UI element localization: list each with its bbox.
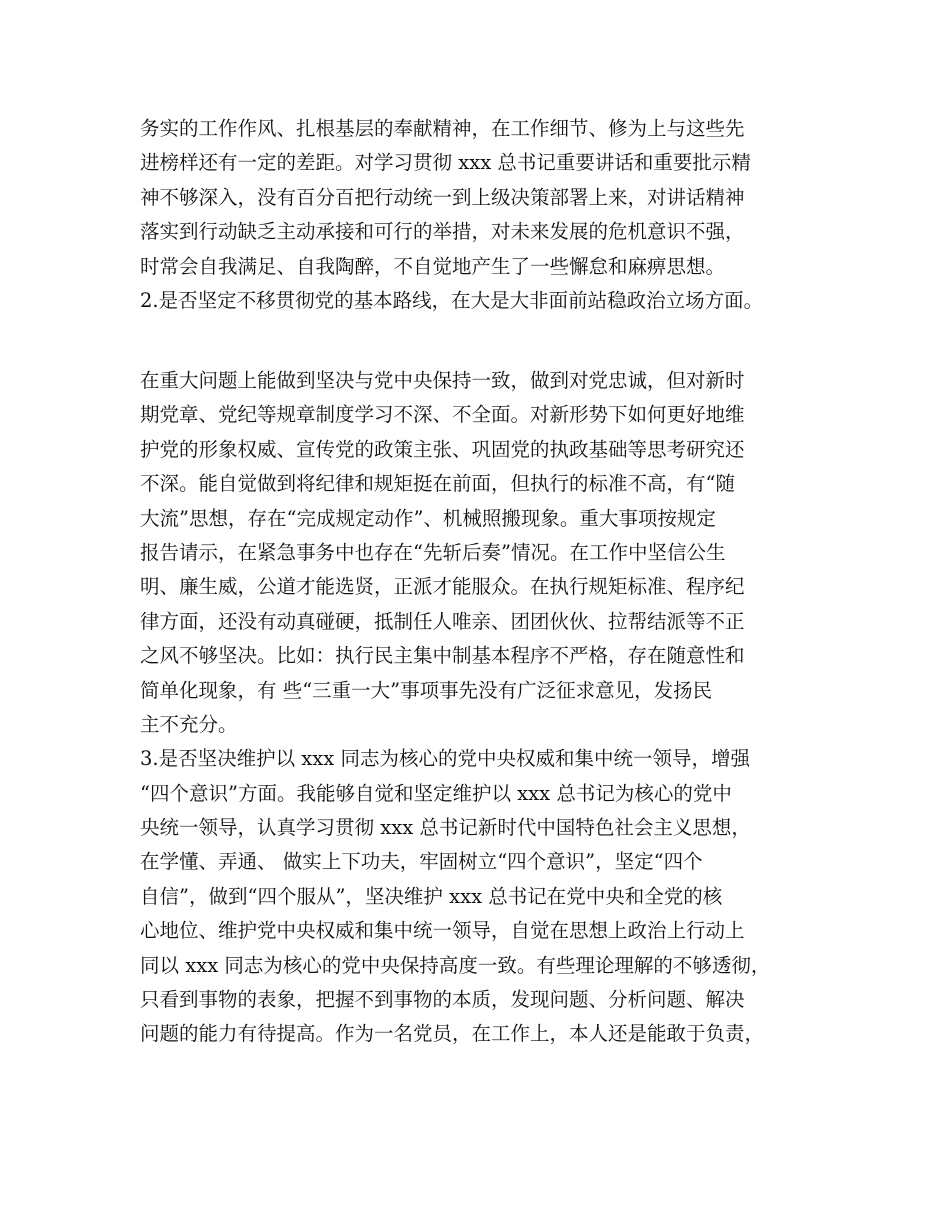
section-heading-3: 3.是否坚决维护以 xxx 同志为核心的党中央权威和集中统一领导，增强 (140, 747, 750, 771)
text-line: 进榜样还有一定的差距。对学习贯彻 xxx 总书记重要讲话和重要批示精 (140, 151, 751, 175)
text-section-1 (140, 112, 840, 318)
section-heading-2: 2.是否坚定不移贯彻党的基本路线，在大是大非面前站稳政治立场方面。 (140, 288, 764, 312)
text-line: 期党章、党纪等规章制度学习不深、不全面。对新形势下如何更好地维 (140, 403, 745, 427)
text-line: “四个意识”方面。我能够自觉和坚定维护以 xxx 总书记为核心的党中 (140, 781, 732, 805)
text-line: 落实到行动缺乏主动承接和可行的举措，对未来发展的危机意识不强， (140, 220, 745, 244)
text-line: 务实的工作作风、扎根基层的奉献精神，在工作细节、修为上与这些先 (140, 117, 745, 140)
text-section-2 (140, 364, 840, 1052)
text-line: 简单化现象，有 些“三重一大”事项事先没有广泛征求意见，发扬民 (140, 678, 713, 702)
text-line: 同以 xxx 同志为核心的党中央保持高度一致。有些理论理解的不够透彻， (140, 953, 771, 977)
text-line: 时常会自我满足、自我陶醉，不自觉地产生了一些懈怠和麻痹思想。 (140, 254, 726, 278)
text-line: 在重大问题上能做到坚决与党中央保持一致，做到对党忠诚，但对新时 (140, 369, 745, 392)
text-line: 报告请示，在紧急事务中也存在“先斩后奏”情况。在工作中坚信公生 (140, 540, 726, 564)
text-line: 护党的形象权威、宣传党的政策主张、巩固党的执政基础等思考研究还 (140, 437, 745, 461)
text-line: 之风不够坚决。比如：执行民主集中制基本程序不严格，存在随意性和 (140, 644, 745, 668)
text-line: 律方面，还没有动真碰硬，抵制任人唯亲、团团伙伙、拉帮结派等不正 (140, 609, 745, 633)
text-line: 问题的能力有待提高。作为一名党员，在工作上，本人还是能敢于负责， (140, 1022, 765, 1046)
text-line: 央统一领导，认真学习贯彻 xxx 总书记新时代中国特色社会主义思想， (140, 816, 751, 840)
text-line: 只看到事物的表象，把握不到事物的本质，发现问题、分析问题、解决 (140, 988, 745, 1012)
text-line: 心地位、维护党中央权威和集中统一领导，自觉在思想上政治上行动上 (140, 919, 745, 943)
text-line: 在学懂、弄通、 做实上下功夫，牢固树立“四个意识”，坚定“四个 (140, 850, 703, 874)
text-line: 神不够深入，没有百分百把行动统一到上级决策部署上来，对讲话精神 (140, 185, 745, 209)
text-line: 自信”，做到“四个服从”，坚决维护 xxx 总书记在党中央和全党的核 (140, 884, 723, 908)
text-line: 不深。能自觉做到将纪律和规矩挺在前面，但执行的标准不高，有“随 (140, 472, 735, 496)
text-line: 主不充分。 (140, 712, 238, 736)
text-line: 大流”思想，存在“完成规定动作”、机械照搬现象。重大事项按规定 (140, 506, 716, 530)
text-line: 明、廉生威，公道才能选贤，正派才能服众。在执行规矩标准、程序纪 (140, 575, 745, 599)
